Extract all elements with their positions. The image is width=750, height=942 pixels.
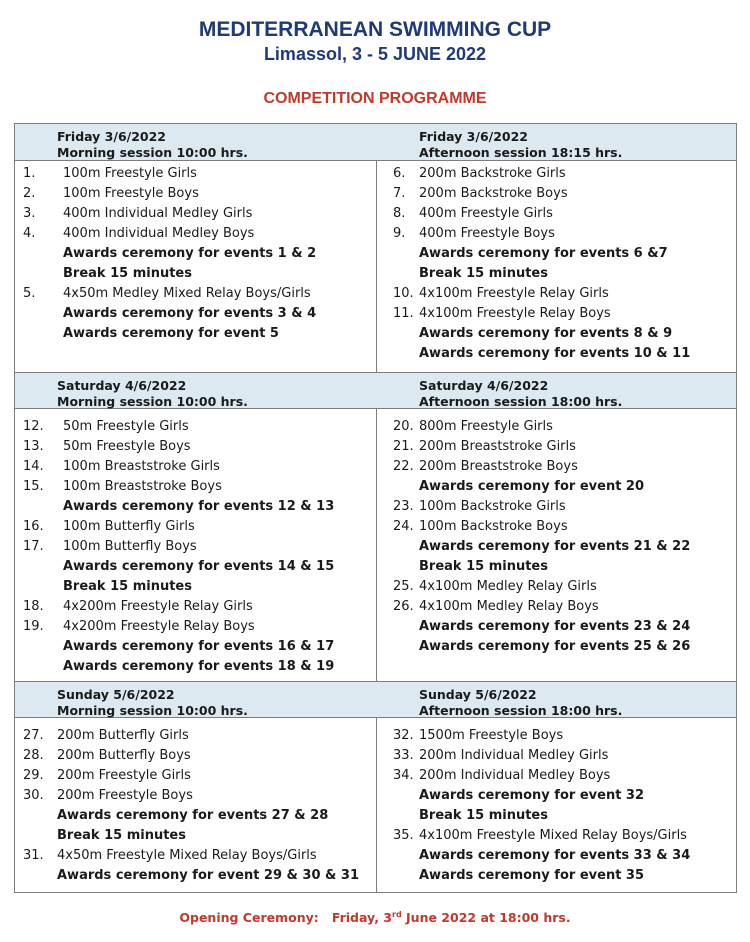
- schedule-note: Break 15 minutes: [419, 266, 548, 281]
- event-name: 50m Freestyle Boys: [63, 439, 191, 454]
- event-list: [377, 726, 737, 886]
- event-name: 200m Backstroke Girls: [419, 166, 566, 181]
- schedule-note-row: [377, 477, 737, 497]
- schedule-note: Awards ceremony for event 20: [419, 479, 645, 494]
- schedule-note-row: [15, 657, 375, 677]
- event-name: 4x50m Freestyle Mixed Relay Boys/Girls: [57, 848, 317, 863]
- session-header: [419, 687, 622, 719]
- event-row: [15, 437, 375, 457]
- schedule-note: Awards ceremony for event 29 & 30 & 31: [57, 868, 359, 883]
- event-name: 100m Backstroke Boys: [419, 519, 568, 534]
- session-time: Morning session 10:00 hrs.: [57, 703, 248, 718]
- event-name: 100m Freestyle Boys: [63, 186, 199, 201]
- event-name: 200m Breaststroke Boys: [419, 459, 578, 474]
- event-number: 7.: [393, 186, 406, 201]
- event-number: 12.: [23, 419, 44, 434]
- session-date: Sunday 5/6/2022: [419, 687, 537, 702]
- event-list: [377, 417, 737, 657]
- document-title: MEDITERRANEAN SWIMMING CUP: [198, 18, 552, 41]
- event-row: [377, 164, 737, 184]
- event-name: 100m Backstroke Girls: [419, 499, 566, 514]
- event-row: [15, 766, 375, 786]
- schedule-note-row: [15, 304, 375, 324]
- schedule-note: Awards ceremony for events 27 & 28: [57, 808, 329, 823]
- event-name: 4x50m Medley Mixed Relay Boys/Girls: [63, 286, 311, 301]
- programme-table: [14, 123, 737, 893]
- event-name: 400m Freestyle Girls: [419, 206, 553, 221]
- schedule-note-row: [377, 264, 737, 284]
- event-row: [377, 766, 737, 786]
- event-name: 4x100m Medley Relay Boys: [419, 599, 599, 614]
- session-header: [419, 129, 622, 161]
- schedule-note-row: [15, 866, 375, 886]
- event-row: [377, 597, 737, 617]
- schedule-note-row: [377, 617, 737, 637]
- event-number: 14.: [23, 459, 44, 474]
- schedule-note-row: [377, 806, 737, 826]
- schedule-note: Awards ceremony for event 32: [419, 788, 645, 803]
- event-name: 50m Freestyle Girls: [63, 419, 189, 434]
- event-name: 200m Individual Medley Boys: [419, 768, 611, 783]
- event-name: 4x100m Freestyle Relay Girls: [419, 286, 609, 301]
- schedule-note: Awards ceremony for events 23 & 24: [419, 619, 691, 634]
- event-number: 18.: [23, 599, 44, 614]
- opening-ceremony-label: Opening Ceremony:: [179, 910, 319, 926]
- ordinal-suffix: rd: [392, 910, 402, 919]
- event-row: [377, 517, 737, 537]
- event-number: 9.: [393, 226, 406, 241]
- day-header: [15, 681, 736, 718]
- event-name: 800m Freestyle Girls: [419, 419, 553, 434]
- event-row: [15, 477, 375, 497]
- event-number: 3.: [23, 206, 36, 221]
- event-number: 13.: [23, 439, 44, 454]
- session-date: Saturday 4/6/2022: [419, 378, 549, 393]
- event-row: [377, 457, 737, 477]
- event-name: 200m Backstroke Boys: [419, 186, 568, 201]
- event-row: [377, 284, 737, 304]
- event-number: 21.: [393, 439, 414, 454]
- schedule-note-row: [377, 344, 737, 364]
- session-time: Morning session 10:00 hrs.: [57, 394, 248, 409]
- event-list: [15, 164, 375, 344]
- event-number: 31.: [23, 848, 44, 863]
- schedule-note: Break 15 minutes: [419, 808, 548, 823]
- event-row: [15, 457, 375, 477]
- event-number: 28.: [23, 748, 44, 763]
- schedule-note: Awards ceremony for event 5: [63, 326, 279, 341]
- event-number: 22.: [393, 459, 414, 474]
- event-row: [377, 826, 737, 846]
- event-row: [15, 184, 375, 204]
- session-header: [419, 378, 622, 410]
- session-date: Saturday 4/6/2022: [57, 378, 187, 393]
- schedule-note: Break 15 minutes: [419, 559, 548, 574]
- schedule-note: Awards ceremony for events 6 &7: [419, 246, 668, 261]
- event-row: [15, 537, 375, 557]
- schedule-note-row: [377, 637, 737, 657]
- event-name: 400m Individual Medley Boys: [63, 226, 255, 241]
- session-date: Friday 3/6/2022: [419, 129, 529, 144]
- event-row: [377, 577, 737, 597]
- event-row: [15, 517, 375, 537]
- event-row: [15, 846, 375, 866]
- event-name: 200m Freestyle Boys: [57, 788, 193, 803]
- schedule-note: Awards ceremony for events 18 & 19: [63, 659, 335, 674]
- event-row: [377, 437, 737, 457]
- event-number: 10.: [393, 286, 414, 301]
- schedule-note-row: [15, 324, 375, 344]
- event-number: 27.: [23, 728, 44, 743]
- session-time: Afternoon session 18:15 hrs.: [419, 145, 623, 160]
- schedule-note-row: [377, 786, 737, 806]
- event-number: 5.: [23, 286, 36, 301]
- schedule-note: Awards ceremony for events 12 & 13: [63, 499, 335, 514]
- event-name: 200m Breaststroke Girls: [419, 439, 576, 454]
- event-name: 200m Butterfly Girls: [57, 728, 189, 743]
- schedule-note: Awards ceremony for events 8 & 9: [419, 326, 673, 341]
- event-row: [15, 164, 375, 184]
- schedule-note-row: [15, 806, 375, 826]
- event-number: 34.: [393, 768, 414, 783]
- opening-ceremony-note: [0, 910, 750, 925]
- event-number: 17.: [23, 539, 44, 554]
- schedule-note: Awards ceremony for event 35: [419, 868, 645, 883]
- event-number: 29.: [23, 768, 44, 783]
- event-row: [377, 224, 737, 244]
- event-name: 200m Individual Medley Girls: [419, 748, 609, 763]
- event-row: [377, 204, 737, 224]
- event-row: [15, 204, 375, 224]
- session-date: Sunday 5/6/2022: [57, 687, 175, 702]
- event-number: 35.: [393, 828, 414, 843]
- event-name: 1500m Freestyle Boys: [419, 728, 564, 743]
- document-subtitle: Limassol, 3 - 5 JUNE 2022: [263, 44, 487, 64]
- event-row: [377, 746, 737, 766]
- schedule-note: Awards ceremony for events 21 & 22: [419, 539, 691, 554]
- event-row: [15, 746, 375, 766]
- schedule-note: Awards ceremony for events 10 & 11: [419, 346, 691, 361]
- day-header: [15, 124, 736, 161]
- schedule-note: Awards ceremony for events 16 & 17: [63, 639, 335, 654]
- event-number: 30.: [23, 788, 44, 803]
- schedule-note-row: [15, 577, 375, 597]
- session-header: [57, 378, 248, 410]
- event-name: 200m Butterfly Boys: [57, 748, 191, 763]
- day-header: [15, 372, 736, 409]
- schedule-note: Break 15 minutes: [63, 266, 192, 281]
- schedule-note-row: [15, 497, 375, 517]
- schedule-note: Awards ceremony for events 1 & 2: [63, 246, 317, 261]
- event-row: [15, 417, 375, 437]
- event-number: 33.: [393, 748, 414, 763]
- event-number: 6.: [393, 166, 406, 181]
- event-number: 20.: [393, 419, 414, 434]
- schedule-note-row: [15, 826, 375, 846]
- schedule-note-row: [15, 264, 375, 284]
- event-number: 8.: [393, 206, 406, 221]
- opening-ceremony-date: Friday, 3: [331, 910, 392, 926]
- event-row: [377, 304, 737, 324]
- schedule-note-row: [15, 637, 375, 657]
- opening-ceremony-time: June 2022 at 18:00 hrs.: [401, 910, 571, 926]
- schedule-note-row: [377, 557, 737, 577]
- event-row: [377, 497, 737, 517]
- event-row: [377, 184, 737, 204]
- programme-heading: COMPETITION PROGRAMME: [263, 90, 487, 107]
- event-name: 4x200m Freestyle Relay Girls: [63, 599, 253, 614]
- event-name: 100m Breaststroke Girls: [63, 459, 220, 474]
- schedule-note-row: [377, 324, 737, 344]
- session-date: Friday 3/6/2022: [57, 129, 167, 144]
- event-row: [377, 726, 737, 746]
- session-time: Afternoon session 18:00 hrs.: [419, 703, 623, 718]
- schedule-note: Awards ceremony for events 14 & 15: [63, 559, 335, 574]
- event-number: 23.: [393, 499, 414, 514]
- schedule-note-row: [15, 557, 375, 577]
- event-name: 100m Butterfly Boys: [63, 539, 197, 554]
- event-name: 4x100m Freestyle Mixed Relay Boys/Girls: [419, 828, 687, 843]
- event-name: 100m Breaststroke Boys: [63, 479, 222, 494]
- event-row: [15, 224, 375, 244]
- event-name: 4x100m Medley Relay Girls: [419, 579, 597, 594]
- event-number: 26.: [393, 599, 414, 614]
- event-list: [15, 726, 375, 886]
- event-number: 4.: [23, 226, 36, 241]
- event-name: 4x100m Freestyle Relay Boys: [419, 306, 611, 321]
- event-row: [15, 617, 375, 637]
- event-list: [15, 417, 375, 677]
- event-number: 24.: [393, 519, 414, 534]
- event-number: 19.: [23, 619, 44, 634]
- event-name: 100m Freestyle Girls: [63, 166, 197, 181]
- event-number: 1.: [23, 166, 36, 181]
- event-number: 32.: [393, 728, 414, 743]
- schedule-note-row: [377, 244, 737, 264]
- session-time: Morning session 10:00 hrs.: [57, 145, 248, 160]
- schedule-note: Break 15 minutes: [57, 828, 186, 843]
- event-number: 15.: [23, 479, 44, 494]
- event-number: 2.: [23, 186, 36, 201]
- schedule-note: Awards ceremony for events 25 & 26: [419, 639, 691, 654]
- schedule-note: Awards ceremony for events 3 & 4: [63, 306, 317, 321]
- event-name: 200m Freestyle Girls: [57, 768, 191, 783]
- schedule-note-row: [377, 537, 737, 557]
- event-list: [377, 164, 737, 364]
- session-header: [57, 687, 248, 719]
- schedule-note: Break 15 minutes: [63, 579, 192, 594]
- session-time: Afternoon session 18:00 hrs.: [419, 394, 623, 409]
- schedule-note-row: [15, 244, 375, 264]
- event-name: 4x200m Freestyle Relay Boys: [63, 619, 255, 634]
- session-header: [57, 129, 248, 161]
- schedule-note-row: [377, 846, 737, 866]
- schedule-note-row: [377, 866, 737, 886]
- event-row: [377, 417, 737, 437]
- event-name: 400m Freestyle Boys: [419, 226, 555, 241]
- schedule-note: Awards ceremony for events 33 & 34: [419, 848, 691, 863]
- event-name: 400m Individual Medley Girls: [63, 206, 253, 221]
- event-name: 100m Butterfly Girls: [63, 519, 195, 534]
- event-row: [15, 726, 375, 746]
- event-number: 16.: [23, 519, 44, 534]
- event-row: [15, 284, 375, 304]
- event-number: 11.: [393, 306, 414, 321]
- event-row: [15, 597, 375, 617]
- event-row: [15, 786, 375, 806]
- event-number: 25.: [393, 579, 414, 594]
